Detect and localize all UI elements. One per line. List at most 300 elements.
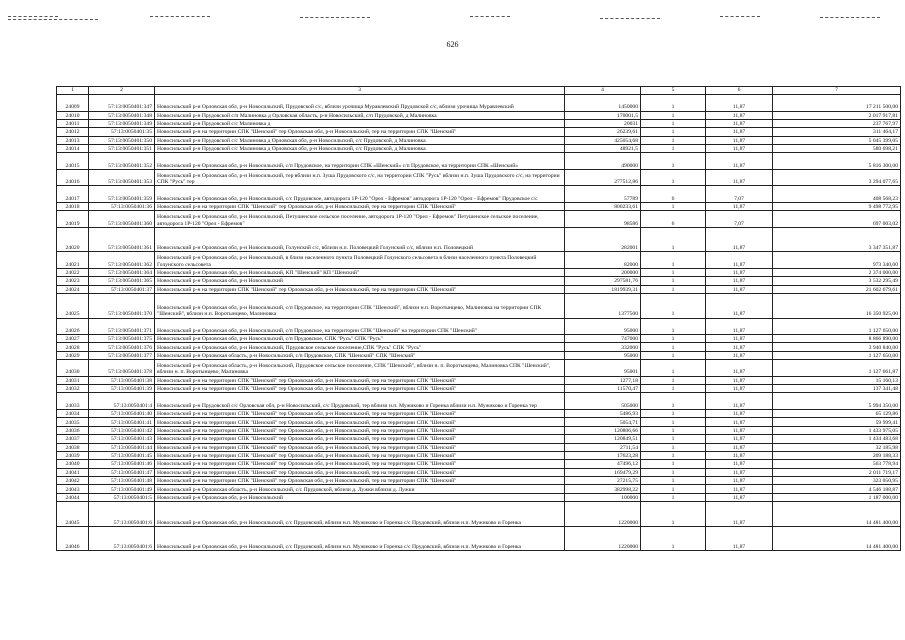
- cadastral-value-cell: 16 350 925,00: [773, 294, 901, 319]
- cadastral-number-cell: 57:13:0050401:351: [89, 145, 155, 153]
- table-row: [57, 443, 901, 451]
- address-cell: Новосильский р-н на территории СПК "Шенский" тер Орловская обл, р-н Новосильский, тер на территории СПК "Шенский": [155, 409, 565, 417]
- cadastral-value-cell: 408 568,23: [773, 186, 901, 203]
- coefficient-cell: 1: [641, 343, 706, 351]
- column-header: 2: [89, 87, 155, 95]
- cadastral-number-cell: 57:13:0050401:37: [89, 285, 155, 293]
- table-row: [57, 285, 901, 293]
- table-row: [57, 294, 901, 319]
- area-cell: 800233,61: [565, 202, 641, 210]
- cadastral-number-cell: 57:13:0050401:48: [89, 477, 155, 485]
- cadastral-number-cell: 57:13:0050401:4: [89, 393, 155, 410]
- area-cell: 5486,93: [565, 409, 641, 417]
- cadastral-value-cell: 237 767,97: [773, 119, 901, 127]
- address-cell: Новосильский р-н Орловская обл, р-н Новосильский, КП "Шенский" КП "Шенский": [155, 268, 565, 276]
- rate-cell: 11,87: [706, 526, 773, 551]
- area-cell: 27215,75: [565, 477, 641, 485]
- cadastral-number-cell: 57:13:0050401:370: [89, 294, 155, 319]
- area-cell: 747000: [565, 335, 641, 343]
- cadastral-value-cell: 32 185,98: [773, 443, 901, 451]
- row-number-cell: 24033: [57, 393, 89, 410]
- area-cell: 11570,47: [565, 385, 641, 393]
- coefficient-cell: 1: [641, 252, 706, 269]
- rate-cell: 11,87: [706, 443, 773, 451]
- cadastral-number-cell: 57:13:0050401:46: [89, 460, 155, 468]
- area-cell: 2711,54: [565, 443, 641, 451]
- cadastral-value-cell: 59 999,41: [773, 418, 901, 426]
- rate-cell: 11,87: [706, 351, 773, 359]
- cadastral-value-cell: 697 003,02: [773, 211, 901, 228]
- coefficient-cell: 1: [641, 393, 706, 410]
- cadastral-number-cell: 57:13:0050401:360: [89, 211, 155, 228]
- table-row: [57, 468, 901, 476]
- coefficient-cell: 1: [641, 435, 706, 443]
- row-number-cell: 24037: [57, 435, 89, 443]
- rate-cell: 11,87: [706, 435, 773, 443]
- area-cell: 505000: [565, 393, 641, 410]
- row-number-cell: 24036: [57, 426, 89, 434]
- row-number-cell: 24017: [57, 186, 89, 203]
- cadastral-value-cell: 3 532 295,49: [773, 277, 901, 285]
- coefficient-cell: 1: [641, 477, 706, 485]
- address-cell: Новосильский р-н на территории СПК "Шенский" тер Орловская обл, р-н Новосильский, тер на территории СПК "Шенский": [155, 418, 565, 426]
- scan-artifacts: [0, 14, 905, 22]
- rate-cell: 11,87: [706, 343, 773, 351]
- coefficient-cell: 1: [641, 95, 706, 112]
- cadastral-value-cell: 137 341,48: [773, 385, 901, 393]
- area-cell: 48921,5: [565, 145, 641, 153]
- table-row: [57, 351, 901, 359]
- table-row: [57, 145, 901, 153]
- cadastral-number-cell: 57:13:0050401:6: [89, 502, 155, 527]
- area-cell: 297581,76: [565, 277, 641, 285]
- row-number-cell: 24014: [57, 145, 89, 153]
- table-row: [57, 385, 901, 393]
- coefficient-cell: 1: [641, 409, 706, 417]
- table-row: [57, 119, 901, 127]
- row-number-cell: 24016: [57, 169, 89, 186]
- area-cell: 82000: [565, 252, 641, 269]
- row-number-cell: 24019: [57, 211, 89, 228]
- address-cell: Новосильский р-н Орловская обл, р-н Новосильский, тер вблизи н.п. Зуша Прудовского с/с, на территории СПК "Русь" вблизи н.п. Зуша Прудовского с/с, на территории СПК "Русь" тер: [155, 169, 565, 186]
- coefficient-cell: 1: [641, 294, 706, 319]
- row-number-cell: 24020: [57, 227, 89, 252]
- rate-cell: 11,87: [706, 227, 773, 252]
- coefficient-cell: 1: [641, 351, 706, 359]
- cadastral-value-cell: 1 434 483,68: [773, 435, 901, 443]
- rate-cell: 11,87: [706, 277, 773, 285]
- address-cell: Новосильский р-н Прудовской с/п Малиновка д Орловская область, р-н Новосильский, с/п Прудовской, д Малиновка: [155, 111, 565, 119]
- cadastral-number-cell: 57:13:0050401:348: [89, 111, 155, 119]
- cadastral-number-cell: 57:13:0050401:378: [89, 360, 155, 377]
- table-row: [57, 343, 901, 351]
- coefficient-cell: 1: [641, 145, 706, 153]
- coefficient-cell: 1: [641, 426, 706, 434]
- area-cell: 282001: [565, 227, 641, 252]
- row-number-cell: 24024: [57, 285, 89, 293]
- page-number: 626: [446, 40, 459, 49]
- cadastral-number-cell: 57:13:0050401:42: [89, 426, 155, 434]
- rate-cell: 7,07: [706, 186, 773, 203]
- cadastral-number-cell: 57:13:0050401:362: [89, 252, 155, 269]
- row-number-cell: 24013: [57, 136, 89, 144]
- row-number-cell: 24040: [57, 460, 89, 468]
- row-number-cell: 24045: [57, 502, 89, 527]
- address-cell: Новосильский р-н на территории СПК "Шенский" тер Орловская обл, р-н Новосильский, тер на территории СПК "Шенский": [155, 385, 565, 393]
- area-cell: 57789: [565, 186, 641, 203]
- rate-cell: 11,87: [706, 318, 773, 335]
- cadastral-value-cell: 4 546 188,87: [773, 485, 901, 493]
- coefficient-cell: 1: [641, 128, 706, 136]
- row-number-cell: 24038: [57, 443, 89, 451]
- area-cell: 1450000: [565, 95, 641, 112]
- rate-cell: 11,87: [706, 268, 773, 276]
- address-cell: Новосильский р-н на территории СПК "Шенский" тер Орловская обл, р-н Новосильский, тер на территории СПК "Шенский": [155, 468, 565, 476]
- cadastral-value-cell: 14 481 400,00: [773, 502, 901, 527]
- address-cell: Новосильский р-н на территории СПК "Шенский" тер Орловская обл, р-н Новосильский, тер на территории СПК "Шенский": [155, 128, 565, 136]
- table-body: [57, 95, 901, 551]
- row-number-cell: 24028: [57, 343, 89, 351]
- address-cell: Новосильский р-н Орловская обл, р-н Новосильский, с/п Прудовское, на территории СПК «Шенский» с/п Прудовское, на территории СПК «Шенский»: [155, 153, 565, 170]
- table-row: [57, 227, 901, 252]
- row-number-cell: 24046: [57, 526, 89, 551]
- cadastral-value-cell: 21 602 679,61: [773, 285, 901, 293]
- cadastral-value-cell: 14 481 400,00: [773, 526, 901, 551]
- coefficient-cell: 1: [641, 227, 706, 252]
- area-cell: 26239,61: [565, 128, 641, 136]
- cadastral-value-cell: 5 816 300,00: [773, 153, 901, 170]
- coefficient-cell: 1: [641, 360, 706, 377]
- coefficient-cell: 1: [641, 153, 706, 170]
- cadastral-number-cell: 57:13:0050401:43: [89, 435, 155, 443]
- rate-cell: 11,87: [706, 335, 773, 343]
- cadastral-value-cell: 3 347 351,87: [773, 227, 901, 252]
- address-cell: Новосильский р-н Прудовской с/с Малиновка д: [155, 119, 565, 127]
- cadastral-value-cell: 9 498 772,95: [773, 202, 901, 210]
- table-row: [57, 393, 901, 410]
- row-number-cell: 24021: [57, 252, 89, 269]
- row-number-cell: 24015: [57, 153, 89, 170]
- rate-cell: 11,87: [706, 493, 773, 501]
- address-cell: Новосильский р-н Орловская обл, р-н Новосильский, с/п Прудовское, на территории СПК "Шенский" на территории СПК "Шенский": [155, 318, 565, 335]
- table-row: [57, 202, 901, 210]
- column-header: 1: [57, 87, 89, 95]
- rate-cell: 11,87: [706, 202, 773, 210]
- coefficient-cell: 1: [641, 526, 706, 551]
- coefficient-cell: 1: [641, 268, 706, 276]
- row-number-cell: 24034: [57, 409, 89, 417]
- address-cell: Новосильский р-н Орловская обл, р-н Новосильский: [155, 277, 565, 285]
- coefficient-cell: 1: [641, 451, 706, 459]
- address-cell: Новосильский р-н Прудовской с/с Малиновка д Орловская обл, р-н Новосильский, с/с Прудовской, д Малиновка: [155, 145, 565, 153]
- area-cell: 1277,18: [565, 376, 641, 384]
- cadastral-value-cell: 1 433 975,05: [773, 426, 901, 434]
- cadastral-number-cell: 57:13:0050401:371: [89, 318, 155, 335]
- table-row: [57, 252, 901, 269]
- table-row: [57, 211, 901, 228]
- coefficient-cell: 1: [641, 136, 706, 144]
- cadastral-value-cell: 209 188,33: [773, 451, 901, 459]
- address-cell: Новосильский р-н Орловская обл, р-н Новосильский, Прудовской с/с, вблизи урочища Муравлевский Прудовской с/с, вблизи урочища Муравлевский: [155, 95, 565, 112]
- cadastral-value-cell: 3 294 077,65: [773, 169, 901, 186]
- cadastral-number-cell: 57:13:0050401:364: [89, 268, 155, 276]
- cadastral-number-cell: 57:13:0050401:44: [89, 443, 155, 451]
- table-row: [57, 418, 901, 426]
- coefficient-cell: 1: [641, 502, 706, 527]
- table-row: [57, 485, 901, 493]
- table-row: [57, 376, 901, 384]
- rate-cell: 11,87: [706, 485, 773, 493]
- coefficient-cell: 1: [641, 443, 706, 451]
- rate-cell: 11,87: [706, 468, 773, 476]
- rate-cell: 11,87: [706, 409, 773, 417]
- rate-cell: 11,87: [706, 95, 773, 112]
- cadastral-number-cell: 57:13:0050401:5: [89, 493, 155, 501]
- area-cell: 95000: [565, 351, 641, 359]
- rate-cell: 11,87: [706, 136, 773, 144]
- rate-cell: 11,87: [706, 252, 773, 269]
- table-row: [57, 111, 901, 119]
- table-row: [57, 153, 901, 170]
- cadastral-value-cell: 580 698,21: [773, 145, 901, 153]
- cadastral-number-cell: 57:13:0050401:349: [89, 119, 155, 127]
- row-number-cell: 24023: [57, 277, 89, 285]
- table-row: [57, 318, 901, 335]
- cadastral-value-cell: 1 187 000,00: [773, 493, 901, 501]
- coefficient-cell: 1: [641, 169, 706, 186]
- area-cell: 98586: [565, 211, 641, 228]
- address-cell: Новосильский р-н на территории СПК "Шенский" тер Орловская обл, р-н Новосильский, тер на территории СПК "Шенский": [155, 460, 565, 468]
- address-cell: Новосильский р-н на территории СПК "Шенский" тер Орловская обл, р-н Новосильский, тер на территории СПК "Шенский": [155, 435, 565, 443]
- coefficient-cell: 1: [641, 318, 706, 335]
- rate-cell: 11,87: [706, 294, 773, 319]
- column-number-row: [57, 87, 901, 95]
- address-cell: Новосильский р-н Орловская обл, р-н Новосильский, Петушенское сельское поселение, автодорога 1Р-120 "Орел - Ефремов" Петушенское сельское поселение, автодорога 1Р-120 "Орел - Ефремов": [155, 211, 565, 228]
- rate-cell: 7,07: [706, 211, 773, 228]
- cadastral-value-cell: 8 866 890,00: [773, 335, 901, 343]
- address-cell: Новосильский р-н на территории СПК "Шенский" тер Орловская обл, р-н Новосильский, тер на территории СПК "Шенский": [155, 202, 565, 210]
- coefficient-cell: 1: [641, 485, 706, 493]
- address-cell: Новосильский р-н на территории СПК "Шенский" тер Орловская обл, р-н Новосильский, тер на территории СПК "Шенский": [155, 426, 565, 434]
- cadastral-number-cell: 57:13:0050401:359: [89, 186, 155, 203]
- cadastral-number-cell: 57:13:0050401:376: [89, 343, 155, 351]
- rate-cell: 11,87: [706, 285, 773, 293]
- table-row: [57, 169, 901, 186]
- table-row: [57, 526, 901, 551]
- cadastral-number-cell: 57:13:0050401:365: [89, 277, 155, 285]
- area-cell: 1819939,31: [565, 285, 641, 293]
- area-cell: 425054,68: [565, 136, 641, 144]
- area-cell: 100000: [565, 493, 641, 501]
- row-number-cell: 24029: [57, 351, 89, 359]
- cadastral-number-cell: 57:13:0050401:47: [89, 468, 155, 476]
- cadastral-value-cell: 563 778,94: [773, 460, 901, 468]
- cadastral-value-cell: 2 017 917,81: [773, 111, 901, 119]
- cadastral-number-cell: 57:13:0050401:375: [89, 335, 155, 343]
- cadastral-number-cell: 57:13:0050401:35: [89, 128, 155, 136]
- cadastral-number-cell: 57:13:0050401:36: [89, 202, 155, 210]
- row-number-cell: 24026: [57, 318, 89, 335]
- row-number-cell: 24041: [57, 468, 89, 476]
- coefficient-cell: 1: [641, 202, 706, 210]
- area-cell: 490000: [565, 153, 641, 170]
- address-cell: Новосильский р-н Орловская обл, р-н Новосильский, с/с Прудовский, вблизи н.п. Мужиково и Горенка с/с Прудовский, вблизи н.п. Мужиково и Горенка: [155, 526, 565, 551]
- coefficient-cell: 1: [641, 111, 706, 119]
- area-cell: 382998,22: [565, 485, 641, 493]
- row-number-cell: 24012: [57, 128, 89, 136]
- row-number-cell: 24009: [57, 95, 89, 112]
- table-row: [57, 477, 901, 485]
- coefficient-cell: 1: [641, 385, 706, 393]
- cadastral-number-cell: 57:13:0050401:40: [89, 409, 155, 417]
- cadastral-value-cell: 973 340,00: [773, 252, 901, 269]
- rate-cell: 11,87: [706, 426, 773, 434]
- row-number-cell: 24010: [57, 111, 89, 119]
- rate-cell: 11,87: [706, 376, 773, 384]
- coefficient-cell: 1: [641, 468, 706, 476]
- area-cell: 95001: [565, 360, 641, 377]
- address-cell: Новосильский р-н Орловская обл, р-н Новосильский, с/п Прудовское, на территории СПК "Шенский", вблизи н.п. Воротынцево, Малиновка на территории СПК "Шенский", вблизи н.п. Воротынцево, Малиновка: [155, 294, 565, 319]
- coefficient-cell: 1: [641, 335, 706, 343]
- table-row: [57, 95, 901, 112]
- rate-cell: 11,87: [706, 451, 773, 459]
- cadastral-value-cell: 1 127 650,00: [773, 318, 901, 335]
- column-header: 5: [641, 87, 706, 95]
- cadastral-number-cell: 57:13:0050401:352: [89, 153, 155, 170]
- cadastral-value-cell: 1 127 650,00: [773, 351, 901, 359]
- table-row: [57, 502, 901, 527]
- cadastral-number-cell: 57:13:0050401:353: [89, 169, 155, 186]
- land-parcel-table: [56, 86, 901, 551]
- area-cell: 1377500: [565, 294, 641, 319]
- address-cell: Новосильский р-н Прудовской с/с Орловская обл, р-н Новосильский, с/с Прудовской, тер вблизи н.п. Мужиково и Горенка вблизи н.п. Мужиково и Горенка тер: [155, 393, 565, 410]
- rate-cell: 11,87: [706, 502, 773, 527]
- table-row: [57, 268, 901, 276]
- cadastral-number-cell: 57:13:0050401:45: [89, 451, 155, 459]
- table-row: [57, 277, 901, 285]
- address-cell: Новосильский р-н Орловская обл, р-н Новосильский, с/с Прудовское, автодорога 1Р-120 "Орел - Ефремов" автодорога 1Р-120 "Орел - Ефремов" Прудовское с/с: [155, 186, 565, 203]
- rate-cell: 11,87: [706, 477, 773, 485]
- table-row: [57, 435, 901, 443]
- area-cell: 120849,51: [565, 435, 641, 443]
- address-cell: Новосильский р-н Орловская обл, р-н Новосильский, Голунский с/с, вблизи н.п. Половецкий Голунский с/с, вблизи н.п. Половецкий: [155, 227, 565, 252]
- rate-cell: 11,87: [706, 153, 773, 170]
- cadastral-value-cell: 15 160,13: [773, 376, 901, 384]
- coefficient-cell: 6: [641, 186, 706, 203]
- area-cell: 332000: [565, 343, 641, 351]
- table-row: [57, 451, 901, 459]
- cadastral-value-cell: 311 464,17: [773, 128, 901, 136]
- row-number-cell: 24011: [57, 119, 89, 127]
- table-row: [57, 493, 901, 501]
- table-row: [57, 186, 901, 203]
- column-header: 4: [565, 87, 641, 95]
- address-cell: Новосильский р-н на территории СПК "Шенский" тер Орловская обл, р-н Новосильский, тер на территории СПК "Шенский": [155, 376, 565, 384]
- rate-cell: 11,87: [706, 460, 773, 468]
- row-number-cell: 24027: [57, 335, 89, 343]
- cadastral-value-cell: 2 374 000,00: [773, 268, 901, 276]
- area-cell: 277512,86: [565, 169, 641, 186]
- cadastral-number-cell: 57:13:0050401:41: [89, 418, 155, 426]
- coefficient-cell: 1: [641, 376, 706, 384]
- address-cell: Новосильский р-н Орловская обл, р-н Новосильский, с/п Прудовское, СПК "Русь" СПК "Русь": [155, 335, 565, 343]
- row-number-cell: 24035: [57, 418, 89, 426]
- table-row: [57, 335, 901, 343]
- area-cell: 47496,12: [565, 460, 641, 468]
- rate-cell: 11,87: [706, 418, 773, 426]
- row-number-cell: 24030: [57, 360, 89, 377]
- table-row: [57, 136, 901, 144]
- rate-cell: 11,87: [706, 169, 773, 186]
- row-number-cell: 24039: [57, 451, 89, 459]
- row-number-cell: 24032: [57, 385, 89, 393]
- area-cell: 20031: [565, 119, 641, 127]
- row-number-cell: 24044: [57, 493, 89, 501]
- rate-cell: 11,87: [706, 393, 773, 410]
- coefficient-cell: 6: [641, 211, 706, 228]
- area-cell: 169479,29: [565, 468, 641, 476]
- rate-cell: 11,87: [706, 119, 773, 127]
- table-row: [57, 460, 901, 468]
- area-cell: 5054,71: [565, 418, 641, 426]
- cadastral-value-cell: 5 045 399,05: [773, 136, 901, 144]
- table-row: [57, 360, 901, 377]
- row-number-cell: 24043: [57, 485, 89, 493]
- cadastral-value-cell: 3 940 840,00: [773, 343, 901, 351]
- row-number-cell: 24042: [57, 477, 89, 485]
- area-cell: 95000: [565, 318, 641, 335]
- address-cell: Новосильский р-н на территории СПК "Шенский" тер Орловская обл, р-н Новосильский, тер на территории СПК "Шенский": [155, 285, 565, 293]
- address-cell: Новосильский р-н Орловская обл, р-н Новосильский, с/с Прудовский, вблизи н.п. Мужиково и Горенка с/с Прудовский, вблизи н.п. Мужиково и Горенка: [155, 502, 565, 527]
- coefficient-cell: 1: [641, 493, 706, 501]
- coefficient-cell: 1: [641, 119, 706, 127]
- area-cell: 170001,5: [565, 111, 641, 119]
- address-cell: Новосильский р-н Орловская обл, р-н Новосильский, Прудовское сельское поселение,СПК "Русь" СПК "Русь": [155, 343, 565, 351]
- rate-cell: 11,87: [706, 111, 773, 119]
- column-header: 6: [706, 87, 773, 95]
- row-number-cell: 24025: [57, 294, 89, 319]
- row-number-cell: 24022: [57, 268, 89, 276]
- row-number-cell: 24018: [57, 202, 89, 210]
- rate-cell: 11,87: [706, 128, 773, 136]
- table-row: [57, 128, 901, 136]
- cadastral-number-cell: 57:13:0050401:6: [89, 526, 155, 551]
- address-cell: Новосильский р-н Прудовской с/с Малиновка д Орловская обл, р-н Новосильский, с/с Прудовской, д Малиновка: [155, 136, 565, 144]
- address-cell: Новосильский р-н Орловская обл, р-н Новосильский, в близи населенного пункта Половецкий Голунского сельсовета в близи населенного пункта Половецкий Голунского сельсовета: [155, 252, 565, 269]
- cadastral-number-cell: 57:13:0050401:49: [89, 485, 155, 493]
- cadastral-number-cell: 57:13:0050401:361: [89, 227, 155, 252]
- cadastral-number-cell: 57:13:0050401:39: [89, 385, 155, 393]
- area-cell: 200000: [565, 268, 641, 276]
- column-header: 7: [773, 87, 901, 95]
- cadastral-value-cell: 323 050,95: [773, 477, 901, 485]
- area-cell: 17623,28: [565, 451, 641, 459]
- area-cell: 1220000: [565, 526, 641, 551]
- coefficient-cell: 1: [641, 418, 706, 426]
- rate-cell: 11,87: [706, 360, 773, 377]
- cadastral-number-cell: 57:13:0050401:347: [89, 95, 155, 112]
- cadastral-value-cell: 17 211 500,00: [773, 95, 901, 112]
- cadastral-value-cell: 1 127 661,87: [773, 360, 901, 377]
- cadastral-number-cell: 57:13:0050401:350: [89, 136, 155, 144]
- coefficient-cell: 1: [641, 277, 706, 285]
- address-cell: Новосильский р-н Орловская область, р-н Новосильский, Прудовское сельское поселение, СПК "Шенский", вблизи н. п. Воротынцево, Малиновка СПК "Шенский", вблизи н. п. Воротынцево, Малиновка: [155, 360, 565, 377]
- address-cell: Новосильский р-н Орловская область, р-н Новосильский, с/п Прудовское, СПК "Шенский" СПК "Шенский": [155, 351, 565, 359]
- cadastral-number-cell: 57:13:0050401:38: [89, 376, 155, 384]
- address-cell: Новосильский р-н на территории СПК "Шенский" тер Орловская обл, р-н Новосильский, тер на территории СПК "Шенский": [155, 451, 565, 459]
- rate-cell: 11,87: [706, 145, 773, 153]
- cadastral-value-cell: 2 011 719,17: [773, 468, 901, 476]
